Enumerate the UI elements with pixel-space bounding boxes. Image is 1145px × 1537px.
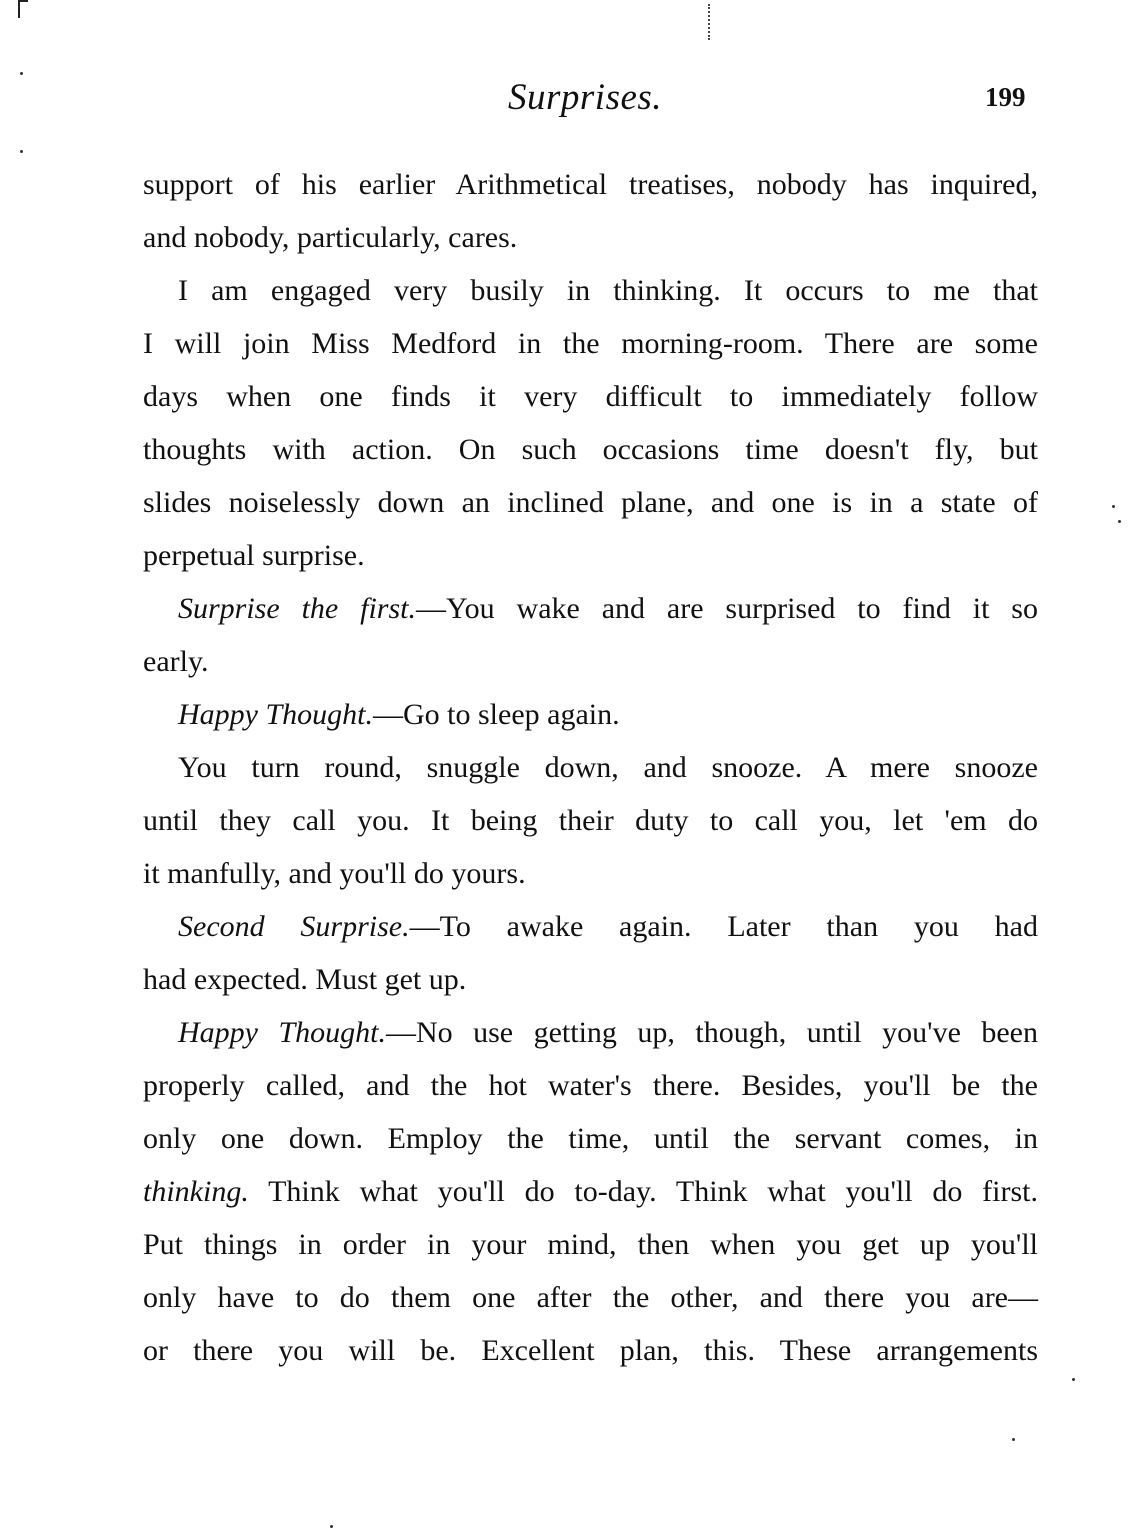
speck bbox=[330, 1525, 333, 1528]
text-line: thoughts with action. On such occasions time doesn't fly, but bbox=[143, 433, 1038, 466]
text-line: early. bbox=[143, 645, 209, 678]
page-number: 199 bbox=[985, 82, 1026, 112]
text-line: until they call you. It being their duty to call you, let 'em do bbox=[143, 804, 1038, 837]
page-edge-mark bbox=[18, 0, 20, 18]
text-line: thinking. Think what you'll do to-day. Think what you'll do first. bbox=[143, 1175, 1038, 1208]
text-line: it manfully, and you'll do yours. bbox=[143, 857, 526, 890]
page-header bbox=[0, 70, 1145, 120]
text-line: I will join Miss Medford in the morning-room. There are some bbox=[143, 327, 1038, 360]
speck bbox=[1118, 520, 1121, 523]
speck bbox=[1072, 1378, 1075, 1381]
paragraph-start-line: I am engaged very busily in thinking. It occurs to me that bbox=[178, 274, 1038, 307]
text-line: days when one finds it very difficult to immediately follow bbox=[143, 380, 1038, 413]
speck bbox=[20, 150, 23, 153]
paragraph-start-line: Happy Thought.—Go to sleep again. bbox=[178, 698, 620, 731]
text-line: and nobody, particularly, cares. bbox=[143, 221, 518, 254]
speck bbox=[1112, 505, 1115, 508]
text-line: had expected. Must get up. bbox=[143, 963, 467, 996]
text-line: properly called, and the hot water's there. Besides, you'll be the bbox=[143, 1069, 1038, 1102]
running-title: Surprises. bbox=[508, 77, 663, 118]
paragraph-start-line: Surprise the first.—You wake and are surprised to find it so bbox=[178, 592, 1038, 625]
text-line: perpetual surprise. bbox=[143, 539, 365, 572]
print-smudge bbox=[708, 4, 716, 40]
text-line: Put things in order in your mind, then when you get up you'll bbox=[143, 1228, 1038, 1261]
paragraph-start-line: You turn round, snuggle down, and snooze. A mere snooze bbox=[178, 751, 1038, 784]
text-line: or there you will be. Excellent plan, this. These arrangements bbox=[143, 1334, 1038, 1367]
speck bbox=[1012, 1438, 1015, 1441]
body-text bbox=[143, 158, 1038, 1377]
text-line: only have to do them one after the other, and there you are— bbox=[143, 1281, 1038, 1314]
text-line: slides noiselessly down an inclined plane, and one is in a state of bbox=[143, 486, 1038, 519]
text-line: support of his earlier Arithmetical treatises, nobody has inquired, bbox=[143, 168, 1038, 201]
page-edge-tick bbox=[18, 0, 28, 2]
paragraph-start-line: Happy Thought.—No use getting up, though, until you've been bbox=[178, 1016, 1039, 1049]
paragraph-start-line: Second Surprise.—To awake again. Later than you had bbox=[178, 910, 1038, 943]
text-line: only one down. Employ the time, until the servant comes, in bbox=[143, 1122, 1038, 1155]
